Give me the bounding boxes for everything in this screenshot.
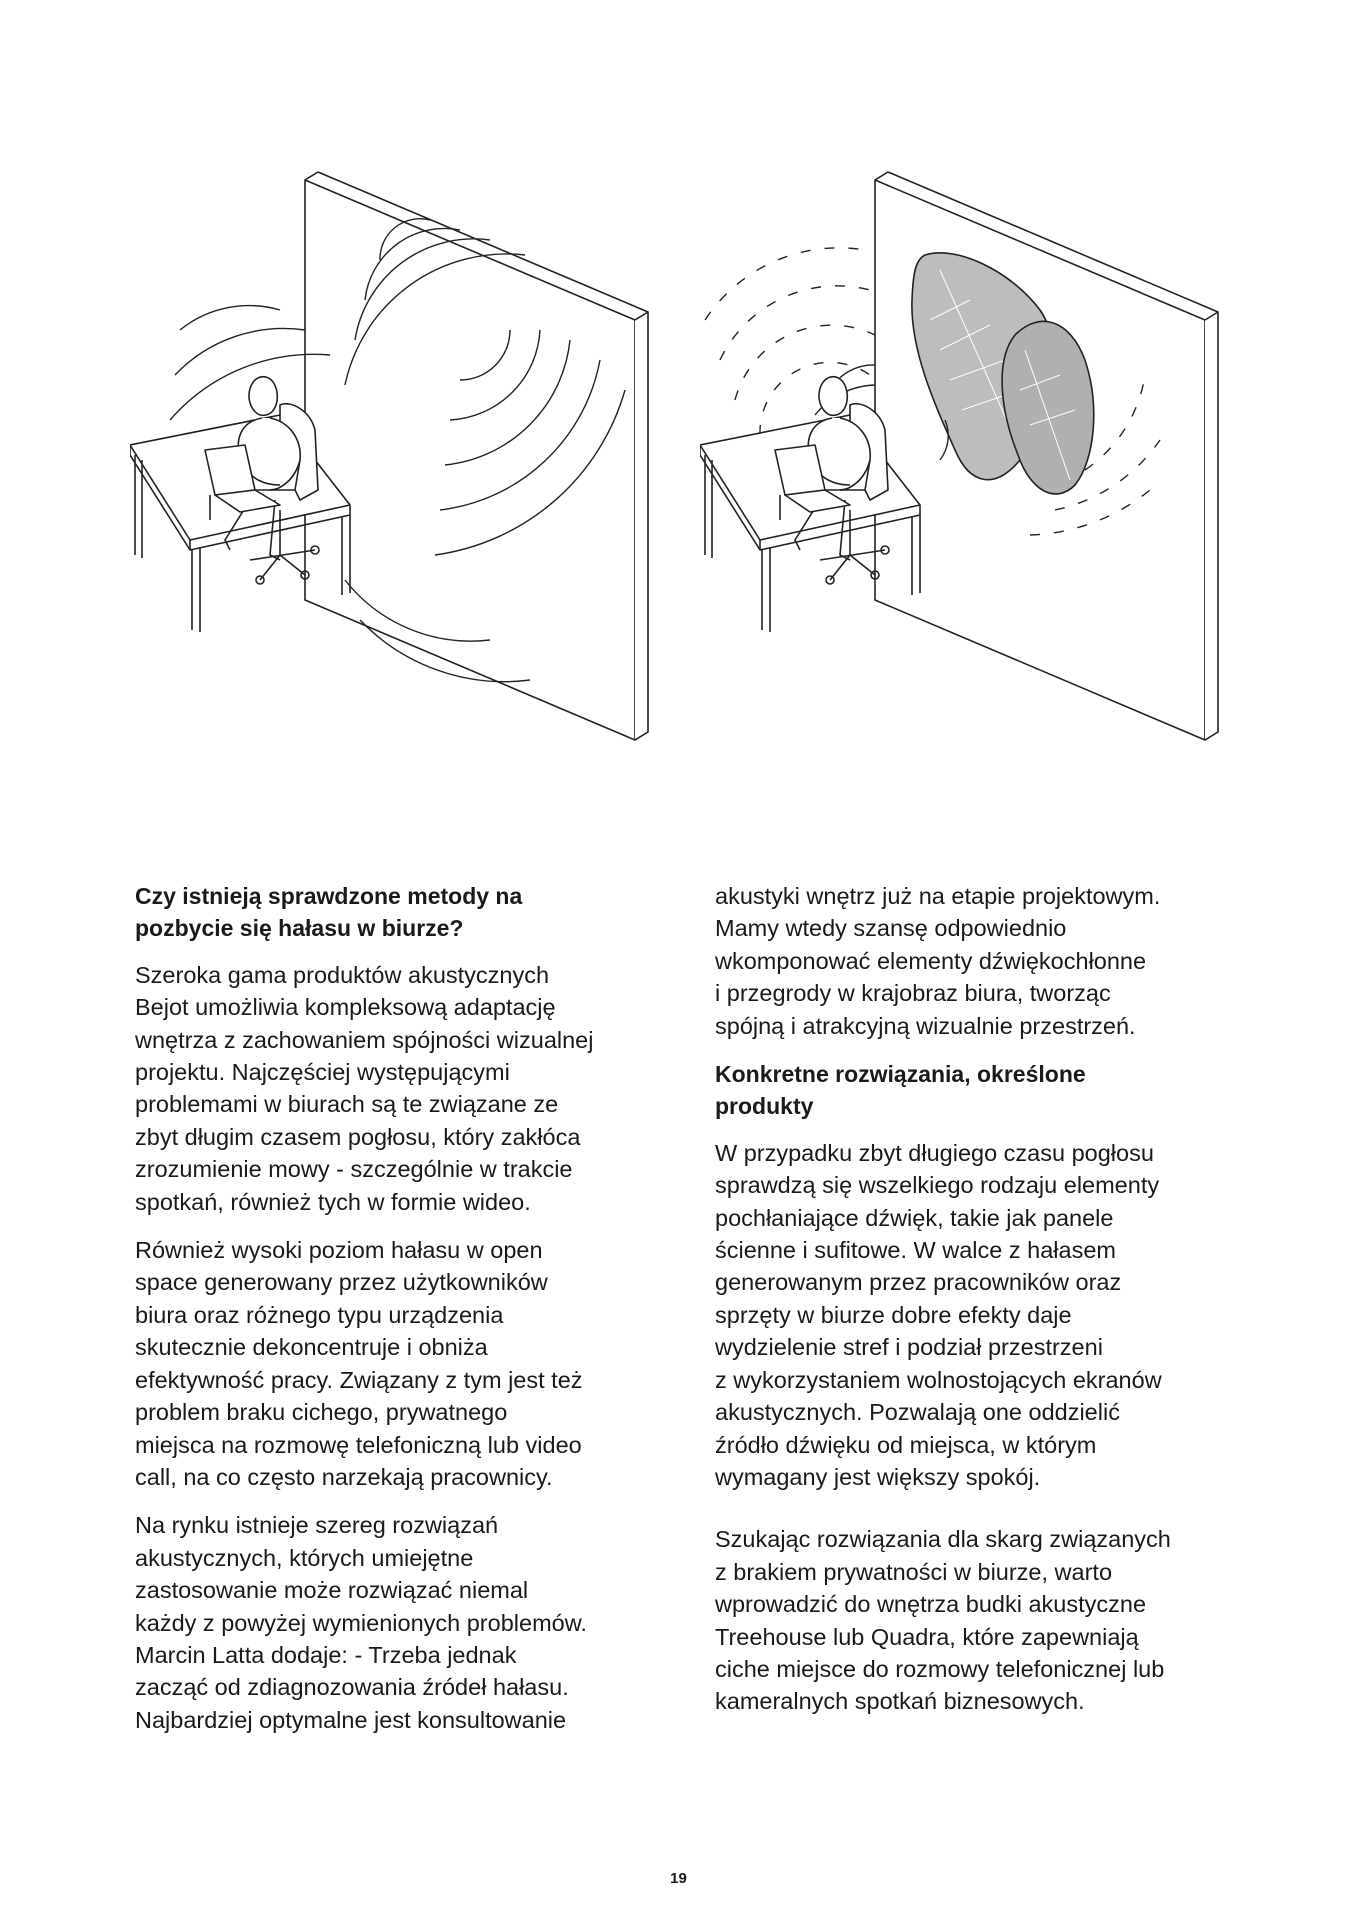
- text-line: pochłaniające dźwięk, takie jak panele: [715, 1204, 1114, 1231]
- right-column: [715, 880, 1235, 1734]
- text-line: sprawdzą się wszelkiego rodzaju elementy: [715, 1172, 1160, 1199]
- heading-line: Czy istnieją sprawdzone metody na: [135, 883, 523, 909]
- text-line: akustycznych, których umiejętne: [135, 1544, 474, 1571]
- text-line: kameralnych spotkań biznesowych.: [715, 1688, 1085, 1715]
- text-line: każdy z powyżej wymienionych problemów.: [135, 1609, 587, 1636]
- text-line: z wykorzystaniem wolnostojących ekranów: [715, 1366, 1162, 1393]
- text-line: efektywność pracy. Związany z tym jest też: [135, 1366, 583, 1393]
- text-line: Bejot umożliwia kompleksową adaptację: [135, 994, 556, 1021]
- paragraph: [135, 959, 655, 1218]
- text-line: W przypadku zbyt długiego czasu pogłosu: [715, 1139, 1154, 1166]
- heading-line: pozbycie się hałasu w biurze?: [135, 915, 464, 942]
- text-line: wymagany jest większy spokój.: [715, 1463, 1041, 1490]
- text-line: akustyki wnętrz już na etapie projektowym.: [715, 883, 1161, 909]
- text-line: miejsca na rozmowę telefoniczną lub video: [135, 1431, 582, 1458]
- text-line: i przegrody w krajobraz biura, tworząc: [715, 980, 1111, 1007]
- illustration-sound-absorption: [700, 160, 1260, 760]
- text-line: projektu. Najczęściej występującymi: [135, 1059, 510, 1086]
- text-line: Szukając rozwiązania dla skarg związanych: [715, 1526, 1171, 1553]
- text-line: sprzęty w biurze dobre efekty daje: [715, 1301, 1072, 1328]
- text-line: Treehouse lub Quadra, które zapewniają: [715, 1623, 1139, 1650]
- section-heading-solutions: [715, 1058, 1235, 1123]
- text-line: spotkań, również tych w formie wideo.: [135, 1188, 531, 1215]
- text-line: wnętrza z zachowaniem spójności wizualnej: [135, 1026, 594, 1053]
- text-line: zbyt długim czasem pogłosu, który zakłóca: [135, 1123, 581, 1150]
- text-line: wprowadzić do wnętrza budki akustyczne: [715, 1591, 1147, 1618]
- text-line: Na rynku istnieje szereg rozwiązań: [135, 1512, 499, 1539]
- illustration-sound-reflection: [130, 160, 690, 760]
- text-line: call, na co często narzekają pracownicy.: [135, 1463, 553, 1490]
- paragraph: [135, 1234, 655, 1493]
- text-line: biura oraz różnego typu urządzenia: [135, 1301, 504, 1328]
- text-line: wydzielenie stref i podział przestrzeni: [715, 1334, 1103, 1361]
- paragraph: [715, 880, 1235, 1042]
- text-line: Szeroka gama produktów akustycznych: [135, 961, 550, 988]
- paragraph: [715, 1523, 1235, 1717]
- text-line: space generowany przez użytkowników: [135, 1269, 548, 1296]
- paragraph: [135, 1509, 655, 1736]
- text-line: ścienne i sufitowe. W walce z hałasem: [715, 1237, 1116, 1264]
- text-line: akustycznych. Pozwalają one oddzielić: [715, 1399, 1120, 1426]
- text-line: skutecznie dekoncentruje i obniża: [135, 1334, 488, 1361]
- text-line: Również wysoki poziom hałasu w open: [135, 1237, 543, 1264]
- section-heading-methods: [135, 880, 655, 945]
- text-line: problemami w biurach są te związane ze: [135, 1091, 559, 1118]
- text-line: Mamy wtedy szansę odpowiednio: [715, 915, 1067, 942]
- text-line: Najbardziej optymalne jest konsultowanie: [135, 1706, 567, 1733]
- text-line: źródło dźwięku od miejsca, w którym: [715, 1431, 1097, 1458]
- text-line: Marcin Latta dodaje: - Trzeba jednak: [135, 1641, 517, 1668]
- text-line: spójną i atrakcyjną wizualnie przestrzeń.: [715, 1012, 1136, 1039]
- text-line: problem braku cichego, prywatnego: [135, 1399, 508, 1426]
- text-line: z brakiem prywatności w biurze, warto: [715, 1558, 1113, 1585]
- page-number: 19: [670, 1870, 687, 1887]
- left-column: [135, 880, 655, 1752]
- text-line: ciche miejsce do rozmowy telefonicznej lub: [715, 1655, 1165, 1682]
- paragraph: [715, 1137, 1235, 1493]
- heading-line: Konkretne rozwiązania, określone: [715, 1061, 1086, 1088]
- text-line: zacząć od zdiagnozowania źródeł hałasu.: [135, 1674, 569, 1701]
- text-line: wkomponować elementy dźwiękochłonne: [715, 947, 1147, 974]
- text-line: generowanym przez pracowników oraz: [715, 1269, 1122, 1296]
- text-line: zastosowanie może rozwiązać niemal: [135, 1577, 529, 1604]
- heading-line: produkty: [715, 1093, 814, 1120]
- text-line: zrozumienie mowy - szczególnie w trakcie: [135, 1156, 573, 1183]
